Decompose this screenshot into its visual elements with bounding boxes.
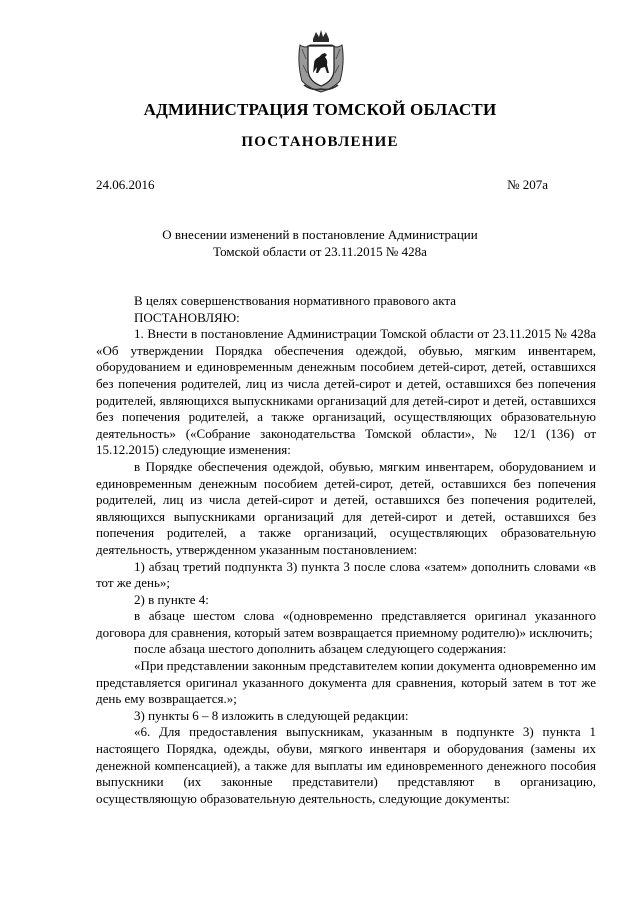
subject-line-2: Томской области от 23.11.2015 № 428а xyxy=(213,244,427,259)
paragraph-item-1: 1. Внести в постановление Администрации Томской области от 23.11.2015 № 428а «Об утверждении Порядка обеспечения одеждой, обувью, мягким инвентарем, оборудованием и единовременным денежным пособием детей-сирот, детей, оставшихся без попечения родителей, лиц из числа детей-сирот и детей, оставшихся без попечения родителей, являющихся выпускниками организаций для детей-сирот и детей, оставшихся без попечения родителей, а также организаций, осуществляющих образовательную деятельность» («Собрание законодательства Томской области», № 12/1 (136) от 15.12.2015) следующие изменения: xyxy=(96,326,596,458)
document-subject xyxy=(0,226,640,260)
document-type: ПОСТАНОВЛЕНИЕ xyxy=(241,134,399,150)
paragraph-subitem-3: 3) пункты 6 – 8 изложить в следующей редакции: xyxy=(134,707,409,723)
paragraph-preamble: В целях совершенствования нормативного правового акта xyxy=(134,293,457,308)
subject-line-1: О внесении изменений в постановление Администрации xyxy=(162,227,478,242)
organization-title: АДМИНИСТРАЦИЯ ТОМСКОЙ ОБЛАСТИ xyxy=(143,100,497,119)
document-date: 24.06.2016 xyxy=(96,177,155,192)
paragraph-subitem-1: 1) абзац третий подпункта 3) пункта 3 после слова «затем» дополнить словами «в тот же день»; xyxy=(96,558,596,591)
paragraph-sixth-abzac: в абзаце шестом слова «(одновременно представляется оригинал указанного договора для сравнения, который затем возвращается приемному родителю)» исключить; xyxy=(96,608,596,640)
document-body xyxy=(96,293,596,807)
document-number: № 207а xyxy=(507,177,548,192)
paragraph-item-6: «6. Для предоставления выпускникам, указанным в подпункте 3) пункта 1 настоящего Порядка, одежды, обуви, мягкого инвентаря и оборудования (замены их денежной компенсацией), а также для выплаты им единовременного денежного пособия выпускники (их законные представители) представляют в организацию, осуществляющую образовательную деятельность, следующие документы: xyxy=(96,724,596,806)
coat-of-arms-icon xyxy=(296,29,346,95)
paragraph-subitem-2: 2) в пункте 4: xyxy=(134,591,209,607)
paragraph-quote: «При представлении законным представителем копии документа одновременно им представляется оригинал указанного документа для сравнения, который затем в тот же день ему возвращается.»; xyxy=(96,658,596,707)
paragraph-add-abzac: после абзаца шестого дополнить абзацем следующего содержания: xyxy=(134,641,507,657)
paragraph-resolve: ПОСТАНОВЛЯЮ: xyxy=(134,309,240,325)
paragraph-procedure: в Порядке обеспечения одеждой, обувью, мягким инвентарем, оборудованием и единовременным денежным пособием детей-сирот, детей, оставшихся без попечения родителей, лиц из числа детей-сирот и детей, оставшихся без попечения родителей, являющихся выпускниками организаций для детей-сирот и детей, оставшихся без попечения родителей, а также организаций, осуществляющих образовательную деятельность, утвержденном указанным постановлением: xyxy=(96,458,596,557)
